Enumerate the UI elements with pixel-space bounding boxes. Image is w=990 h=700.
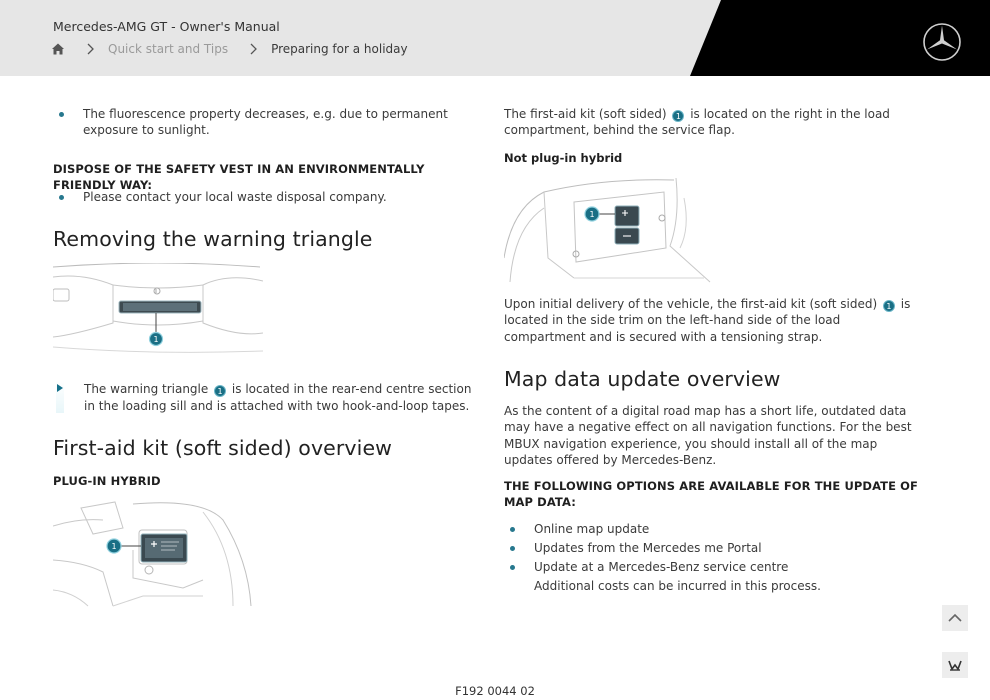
bullet-icon [510, 565, 515, 570]
list-item: Update at a Mercedes-Benz service centre Additional costs can be incurred in this process. [504, 559, 924, 594]
figure-code: F192 0044 02 [455, 684, 535, 698]
not-plugin-hybrid-label: Not plug-in hybrid [504, 151, 623, 165]
delivery-info-text: Upon initial delivery of the vehicle, the first-aid kit (soft sided) 1 is located in the side trim on the left-hand side of the load compartment and is secured with a tensioning strap. [504, 297, 911, 344]
callout-number: 1 [589, 210, 595, 219]
chevron-right-icon [248, 42, 258, 56]
firstaid-heading: First-aid kit (soft sided) overview [53, 436, 393, 460]
home-icon[interactable] [51, 42, 65, 56]
bullet-list-dispose [53, 189, 473, 205]
triangle-heading: Removing the warning triangle [53, 227, 373, 251]
callout-badge: 1 [214, 385, 226, 397]
dispose-heading: DISPOSE OF THE SAFETY VEST IN AN ENVIRONMENTALLY FRIENDLY WAY: [53, 162, 425, 192]
breadcrumb-link-quick-start[interactable]: Quick start and Tips [108, 42, 229, 56]
map-update-heading: Map data update overview [504, 367, 781, 391]
scroll-to-top-button[interactable] [942, 605, 968, 631]
bullet-list-fluorescence [53, 106, 473, 138]
step-arrow-icon [56, 381, 64, 413]
list-item: Please contact your local waste disposal company. [53, 189, 473, 205]
document-title: Mercedes-AMG GT - Owner's Manual [53, 19, 280, 34]
bullet-icon [59, 195, 64, 200]
firstaid-location-text: The first-aid kit (soft sided) 1 is located on the right in the load compartment, behind the service flap. [504, 107, 890, 138]
plugin-hybrid-firstaid-illustration [53, 500, 253, 608]
bullet-icon [59, 112, 64, 117]
plugin-hybrid-label: PLUG-IN HYBRID [53, 474, 161, 488]
map-options-list [504, 521, 924, 594]
callout-number: 1 [111, 542, 117, 551]
triangle-instruction-step: The warning triangle 1 is located in the rear-end centre section in the loading sill and is attached with two hook-and-loop tapes. [53, 381, 473, 415]
list-item: Updates from the Mercedes me Portal [504, 540, 924, 556]
mercedes-star-icon[interactable] [922, 22, 962, 62]
callout-badge: 1 [672, 110, 684, 122]
bullet-icon [510, 527, 515, 532]
callout-number: 1 [153, 335, 159, 344]
list-item: Online map update [504, 521, 924, 537]
chevron-right-icon [85, 42, 95, 56]
map-update-paragraph: As the content of a digital road map has a short life, outdated data may have a negative effect on all navigation functions. For the best MBUX navigation experience, you should install all of the map updates offered by Mercedes-Benz. [504, 404, 912, 467]
callout-badge: 1 [883, 300, 895, 312]
options-note: Additional costs can be incurred in this process. [534, 579, 821, 593]
map-options-heading: THE FOLLOWING OPTIONS ARE AVAILABLE FOR THE UPDATE OF MAP DATA: [504, 479, 919, 509]
header [0, 0, 990, 76]
chevron-up-icon [942, 605, 968, 631]
bookmark-button[interactable] [942, 652, 968, 678]
breadcrumb [51, 42, 408, 56]
list-item: The fluorescence property decreases, e.g. due to permanent exposure to sunlight. [53, 106, 473, 138]
not-plugin-hybrid-firstaid-illustration [504, 178, 714, 286]
warning-triangle-illustration [53, 263, 263, 358]
breadcrumb-current: Preparing for a holiday [271, 42, 408, 56]
bullet-icon [510, 546, 515, 551]
bookmark-icon [942, 652, 968, 678]
